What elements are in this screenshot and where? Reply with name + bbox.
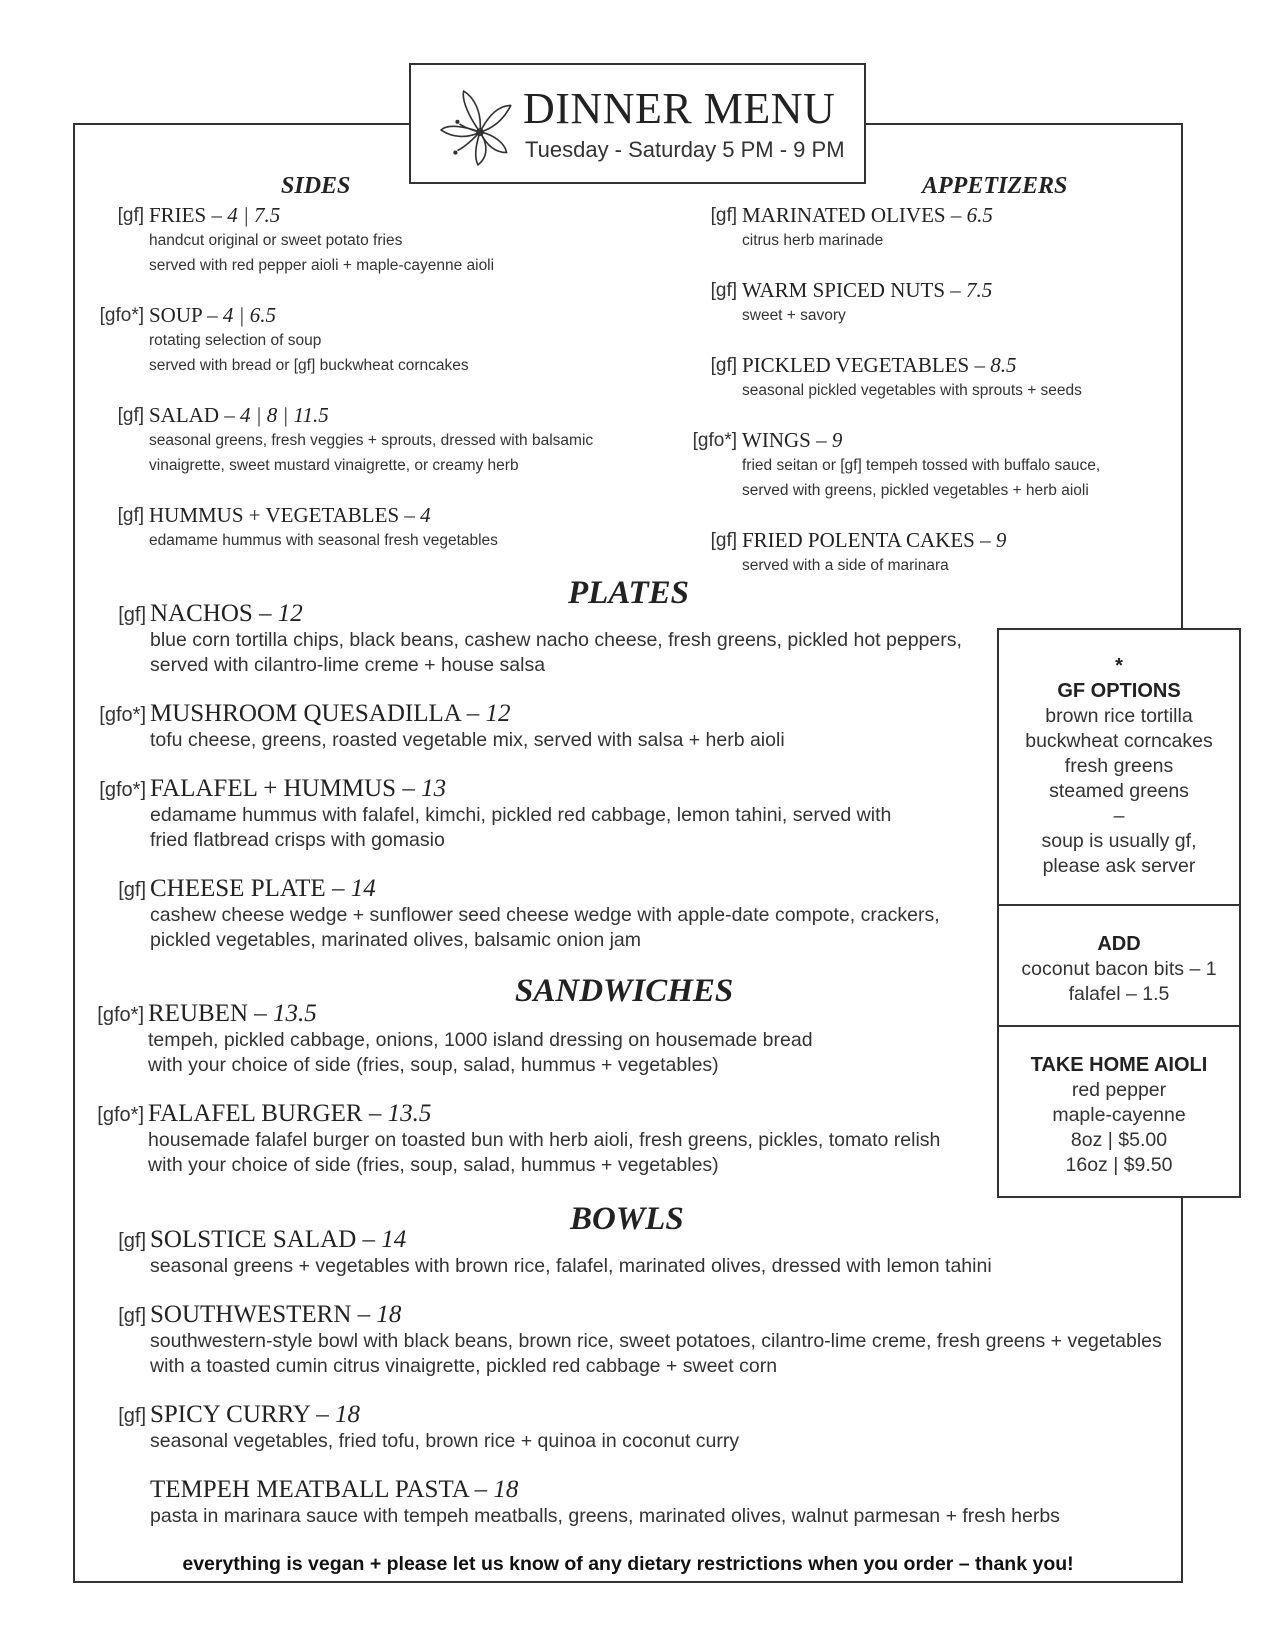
section-title-sides: SIDES [281, 173, 351, 199]
item-name: MUSHROOM QUESADILLA [150, 700, 461, 727]
section-title-bowls: BOWLS [570, 1201, 684, 1237]
menu-item-spicy-curry [118, 1401, 740, 1454]
menu-item-reuben [97, 1000, 813, 1078]
item-description: with a toasted cumin citrus vinaigrette, pickled red cabbage + sweet corn [150, 1355, 778, 1377]
item-description: blue corn tortilla chips, black beans, cashew nacho cheese, fresh greens, pickled hot peppers, [150, 629, 962, 651]
item-name: FALAFEL + HUMMUS [150, 775, 397, 802]
item-name: REUBEN [148, 1000, 248, 1027]
item-description: housemade falafel burger on toasted bun with herb aioli, fresh greens, pickles, tomato relish [148, 1129, 941, 1151]
gf-option: brown rice tortilla [1045, 705, 1193, 727]
item-description: handcut original or sweet potato fries [149, 232, 403, 249]
aioli-option: red pepper [1071, 1079, 1167, 1101]
menu-item-wings [692, 428, 1101, 503]
separator: – [402, 775, 415, 802]
item-name: FRIED POLENTA CAKES [742, 528, 975, 552]
aioli-price: 16oz | $9.50 [1065, 1154, 1173, 1176]
gf-tag: [gf] [117, 505, 144, 526]
separator: – [224, 403, 235, 427]
item-name: NACHOS [150, 600, 253, 627]
menu-item-falafel-burger [97, 1100, 941, 1178]
item-description: served with bread or [gf] buckwheat corncakes [149, 357, 469, 374]
separator: – [816, 428, 827, 452]
gf-options-title: GF OPTIONS [1057, 680, 1181, 702]
item-price: 4 | 7.5 [227, 203, 281, 227]
divider: – [1113, 805, 1125, 827]
item-name: SPICY CURRY [150, 1401, 311, 1428]
add-option: falafel – 1.5 [1068, 983, 1170, 1005]
item-price: 14 [381, 1226, 407, 1253]
gf-tag: [gf] [710, 355, 737, 376]
item-description: pasta in marinara sauce with tempeh meatballs, greens, marinated olives, walnut parmesan + fresh herbs [150, 1505, 1060, 1527]
item-description: tofu cheese, greens, roasted vegetable mix, served with salsa + herb aioli [150, 729, 785, 751]
separator: – [404, 503, 415, 527]
item-name: WARM SPICED NUTS [742, 278, 946, 302]
menu-item-southwestern [118, 1301, 1162, 1379]
item-description: served with red pepper aioli + maple-cayenne aioli [149, 257, 495, 274]
item-price: 13 [421, 775, 447, 802]
separator: – [362, 1226, 376, 1253]
item-price: 4 | 8 | 11.5 [240, 403, 329, 427]
gf-tag: [gf] [118, 1405, 146, 1427]
gfo-tag: [gfo*] [692, 430, 737, 451]
separator: – [466, 700, 480, 727]
gf-tag: [gf] [118, 604, 146, 626]
item-price: 4 [420, 503, 431, 527]
item-description: edamame hummus with seasonal fresh vegetables [149, 532, 498, 549]
menu-item-cheese-plate [118, 875, 940, 953]
separator: – [368, 1100, 382, 1127]
item-price: 12 [277, 600, 303, 627]
menu-item-soup [99, 303, 469, 378]
item-description: fried seitan or [gf] tempeh tossed with buffalo sauce, [742, 457, 1101, 474]
menu-item-fries [117, 203, 495, 278]
take-home-aioli-box [997, 1025, 1241, 1198]
add-option: coconut bacon bits – 1 [1021, 958, 1217, 980]
item-price: 18 [376, 1301, 402, 1328]
item-description: citrus herb marinade [742, 232, 884, 249]
separator: – [974, 353, 985, 377]
gf-options-box [997, 628, 1241, 906]
separator: – [474, 1476, 488, 1503]
item-description: fried flatbread crisps with gomasio [150, 829, 445, 851]
gf-note: soup is usually gf, [1041, 830, 1197, 852]
item-price: 6.5 [966, 203, 993, 227]
separator: – [211, 203, 222, 227]
asterisk: * [1115, 655, 1123, 677]
menu-item-marinated-olives [710, 203, 993, 253]
item-name: FALAFEL BURGER [148, 1100, 363, 1127]
item-description: tempeh, pickled cabbage, onions, 1000 island dressing on housemade bread [148, 1029, 813, 1051]
gf-option: fresh greens [1064, 755, 1174, 777]
gf-tag: [gf] [710, 280, 737, 301]
gfo-tag: [gfo*] [97, 1004, 144, 1026]
item-price: 9 [831, 428, 843, 452]
item-name: TEMPEH MEATBALL PASTA [150, 1476, 469, 1503]
separator: – [254, 1000, 267, 1027]
item-description: sweet + savory [742, 307, 846, 324]
item-description: cashew cheese wedge + sunflower seed cheese wedge with apple-date compote, crackers, [150, 904, 940, 926]
item-price: 9 [995, 528, 1007, 552]
item-description: southwestern-style bowl with black beans, brown rice, sweet potatoes, cilantro-lime creme, fresh greens + vegetables [150, 1330, 1162, 1352]
separator: – [207, 303, 218, 327]
item-description: with your choice of side (fries, soup, salad, hummus + vegetables) [148, 1154, 719, 1176]
gfo-tag: [gfo*] [99, 704, 146, 726]
item-description: served with cilantro-lime creme + house salsa [150, 654, 546, 676]
take-home-title: TAKE HOME AIOLI [1030, 1054, 1208, 1076]
item-description: served with a side of marinara [742, 557, 949, 574]
flower-icon [439, 87, 521, 169]
item-name: CHEESE PLATE [150, 875, 326, 902]
gf-tag: [gf] [710, 205, 737, 226]
add-box [997, 904, 1241, 1027]
gf-option: steamed greens [1049, 780, 1189, 802]
aioli-price: 8oz | $5.00 [1070, 1129, 1168, 1151]
menu-item-hummus-vegetables [117, 503, 498, 553]
item-description: with your choice of side (fries, soup, salad, hummus + vegetables) [148, 1054, 719, 1076]
item-price: 13.5 [387, 1100, 432, 1127]
item-description: seasonal pickled vegetables with sprouts + seeds [742, 382, 1082, 399]
separator: – [980, 528, 991, 552]
item-description: seasonal greens + vegetables with brown rice, falafel, marinated olives, dressed with lemon tahini [150, 1255, 992, 1277]
gf-option: buckwheat corncakes [1025, 730, 1213, 752]
separator: – [950, 203, 962, 227]
item-name: WINGS [742, 428, 811, 452]
item-description: vinaigrette, sweet mustard vinaigrette, or creamy herb [149, 457, 519, 474]
item-price: 7.5 [966, 278, 993, 302]
separator: – [950, 278, 961, 302]
item-price: 18 [335, 1401, 361, 1428]
section-title-plates: PLATES [568, 575, 690, 611]
gfo-tag: [gfo*] [97, 1104, 144, 1126]
item-description: pickled vegetables, marinated olives, balsamic onion jam [150, 929, 642, 951]
item-price: 13.5 [273, 1000, 317, 1027]
gf-tag: [gf] [118, 1230, 146, 1252]
page-title: DINNER MENU [523, 84, 836, 133]
gf-tag: [gf] [118, 879, 146, 901]
item-description: seasonal greens, fresh veggies + sprouts, dressed with balsamic [149, 432, 594, 449]
gf-tag: [gf] [710, 530, 737, 551]
item-price: 18 [493, 1476, 519, 1503]
menu-item-solstice-salad [118, 1226, 992, 1279]
separator: – [259, 600, 272, 627]
menu-item-warm-spiced-nuts [710, 278, 993, 328]
item-description: rotating selection of soup [149, 332, 322, 349]
item-name: PICKLED VEGETABLES [742, 353, 970, 377]
item-price: 4 | 6.5 [222, 303, 276, 327]
menu-item-nachos [118, 600, 962, 678]
separator: – [331, 875, 345, 902]
item-name: SALAD [149, 403, 220, 427]
menu-item-tempeh-meatball-pasta [150, 1476, 1060, 1529]
footer-note: everything is vegan + please let us know of any dietary restrictions when you order – thank you! [182, 1553, 1074, 1575]
gf-tag: [gf] [117, 205, 144, 226]
menu-item-pickled-vegetables [710, 353, 1082, 403]
gf-tag: [gf] [118, 1305, 146, 1327]
item-price: 8.5 [990, 353, 1017, 377]
gf-tag: [gf] [117, 405, 144, 426]
item-name: HUMMUS + VEGETABLES [149, 503, 400, 527]
gf-note: please ask server [1042, 855, 1196, 877]
add-title: ADD [1097, 933, 1141, 955]
menu-item-falafel-hummus [99, 775, 892, 853]
gfo-tag: [gfo*] [99, 305, 144, 326]
opening-hours: Tuesday - Saturday 5 PM - 9 PM [525, 137, 845, 162]
item-description: edamame hummus with falafel, kimchi, pickled red cabbage, lemon tahini, served with [150, 804, 892, 826]
menu-item-mushroom-quesadilla [99, 700, 785, 753]
separator: – [316, 1401, 329, 1428]
menu-item-fried-polenta-cakes [710, 528, 1007, 578]
item-name: MARINATED OLIVES [742, 203, 946, 227]
item-name: SOUP [149, 303, 202, 327]
item-name: SOUTHWESTERN [150, 1301, 352, 1328]
menu-header [409, 63, 866, 184]
section-title-sandwiches: SANDWICHES [515, 973, 734, 1009]
gfo-tag: [gfo*] [99, 779, 146, 801]
menu-item-salad [117, 403, 594, 478]
item-price: 12 [485, 700, 511, 727]
item-price: 14 [350, 875, 376, 902]
separator: – [357, 1301, 371, 1328]
aioli-option: maple-cayenne [1052, 1104, 1186, 1126]
item-description: served with greens, pickled vegetables + herb aioli [742, 482, 1089, 499]
item-name: FRIES [149, 203, 207, 227]
item-name: SOLSTICE SALAD [150, 1226, 357, 1253]
item-description: seasonal vegetables, fried tofu, brown rice + quinoa in coconut curry [150, 1430, 740, 1452]
section-title-appetizers: APPETIZERS [922, 173, 1068, 199]
